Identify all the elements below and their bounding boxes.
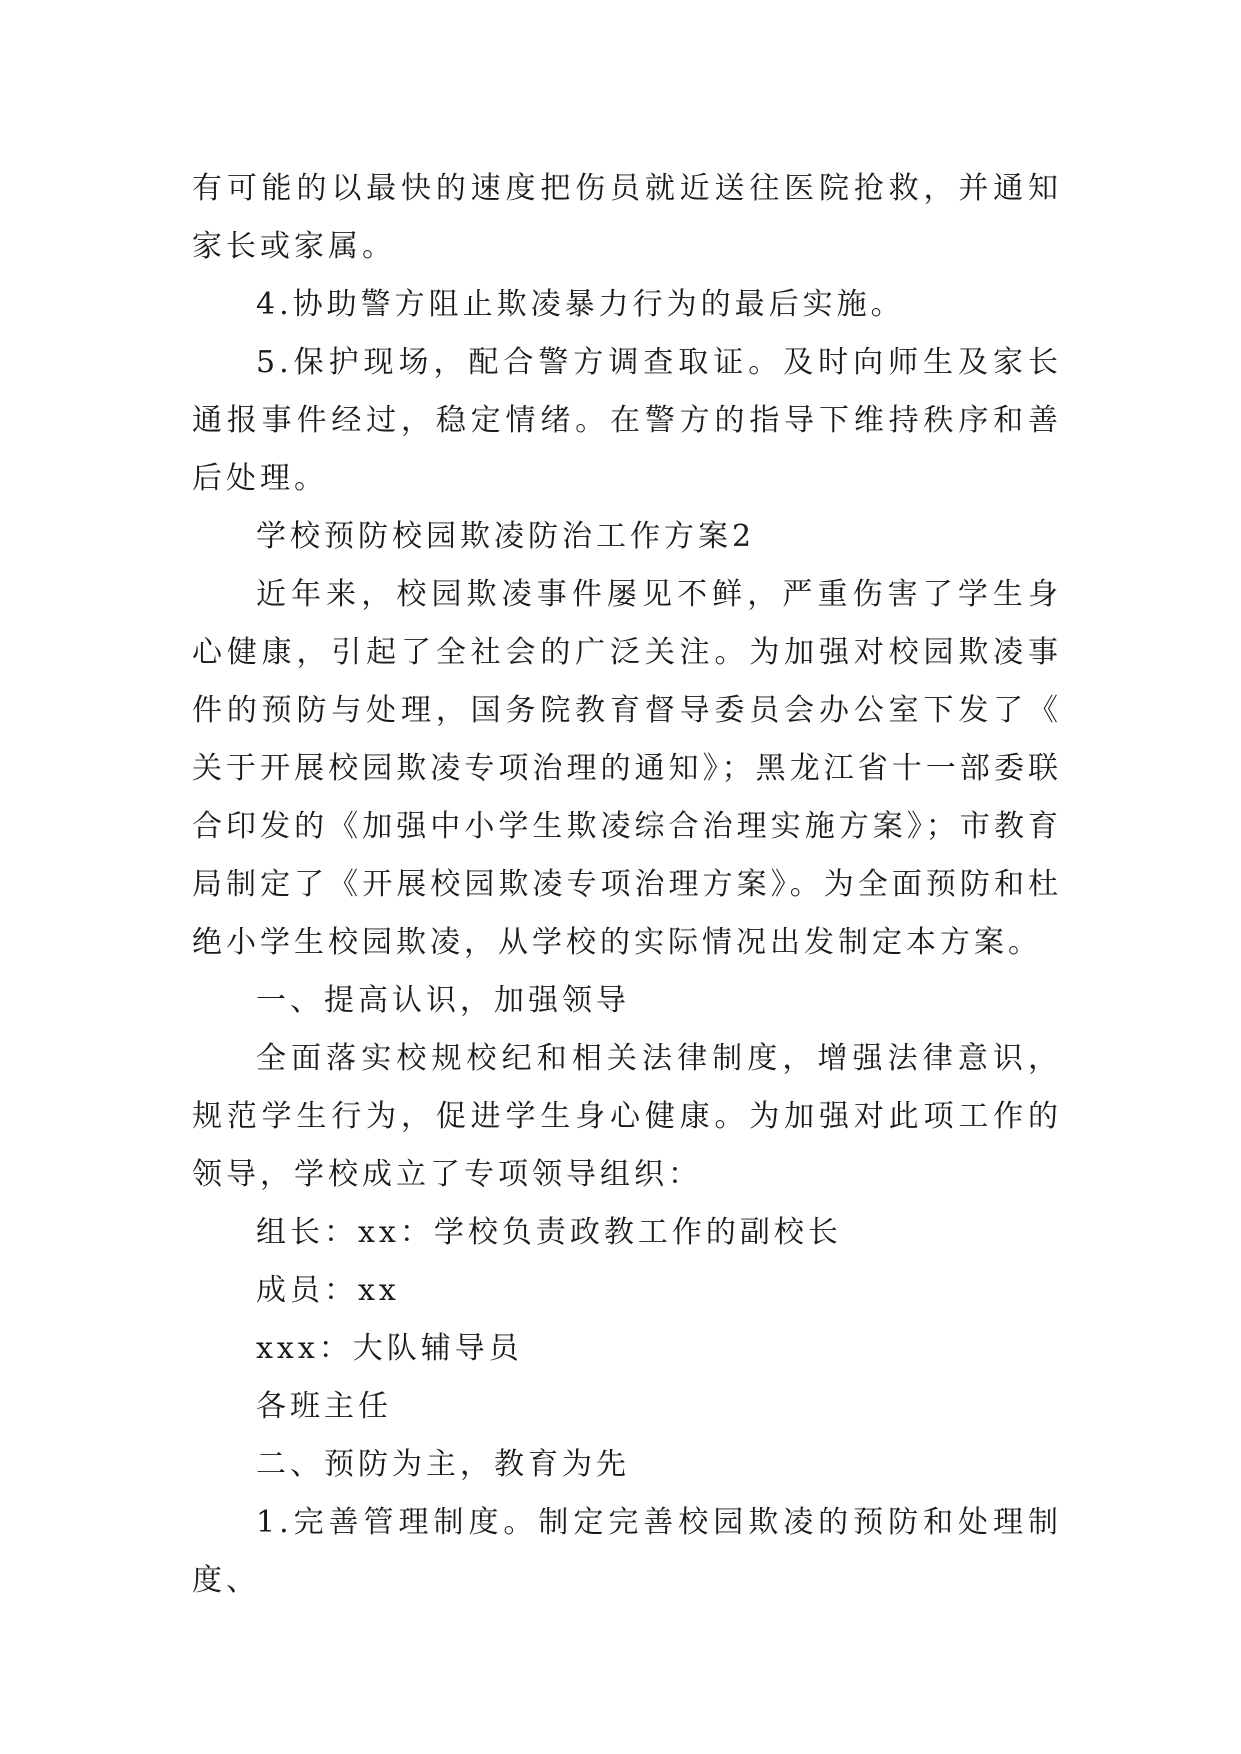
list-item: 1.完善管理制度。制定完善校园欺凌的预防和处理制度、 — [192, 1505, 1062, 1598]
document-body — [192, 160, 1062, 1610]
member-line: xxx：大队辅导员 — [256, 1331, 523, 1366]
section-heading: 二、预防为主，教育为先 — [256, 1447, 630, 1482]
list-item: 4.协助警方阻止欺凌暴力行为的最后实施。 — [256, 287, 905, 322]
member-line: 成员：xx — [256, 1273, 400, 1308]
list-item: 5.保护现场，配合警方调查取证。及时向师生及家长通报事件经过，稳定情绪。在警方的指导下维持秩序和善后处理。 — [192, 345, 1062, 496]
member-line: 各班主任 — [256, 1389, 392, 1424]
paragraph: 全面落实校规校纪和相关法律制度，增强法律意识，规范学生行为，促进学生身心健康。为加强对此项工作的领导，学校成立了专项领导组织： — [192, 1041, 1062, 1192]
paragraph: 近年来，校园欺凌事件屡见不鲜，严重伤害了学生身心健康，引起了全社会的广泛关注。为加强对校园欺凌事件的预防与处理，国务院教育督导委员会办公室下发了《关于开展校园欺凌专项治理的通知》；黑龙江省十一部委联合印发的《加强中小学生欺凌综合治理实施方案》；市教育局制定了《开展校园欺凌专项治理方案》。为全面预防和杜绝小学生校园欺凌，从学校的实际情况出发制定本方案。 — [192, 577, 1062, 960]
section-title: 学校预防校园欺凌防治工作方案2 — [256, 519, 756, 554]
leader-line: 组长：xx：学校负责政教工作的副校长 — [256, 1215, 842, 1250]
paragraph: 有可能的以最快的速度把伤员就近送往医院抢救，并通知家长或家属。 — [192, 171, 1062, 264]
section-heading: 一、提高认识，加强领导 — [256, 983, 630, 1018]
